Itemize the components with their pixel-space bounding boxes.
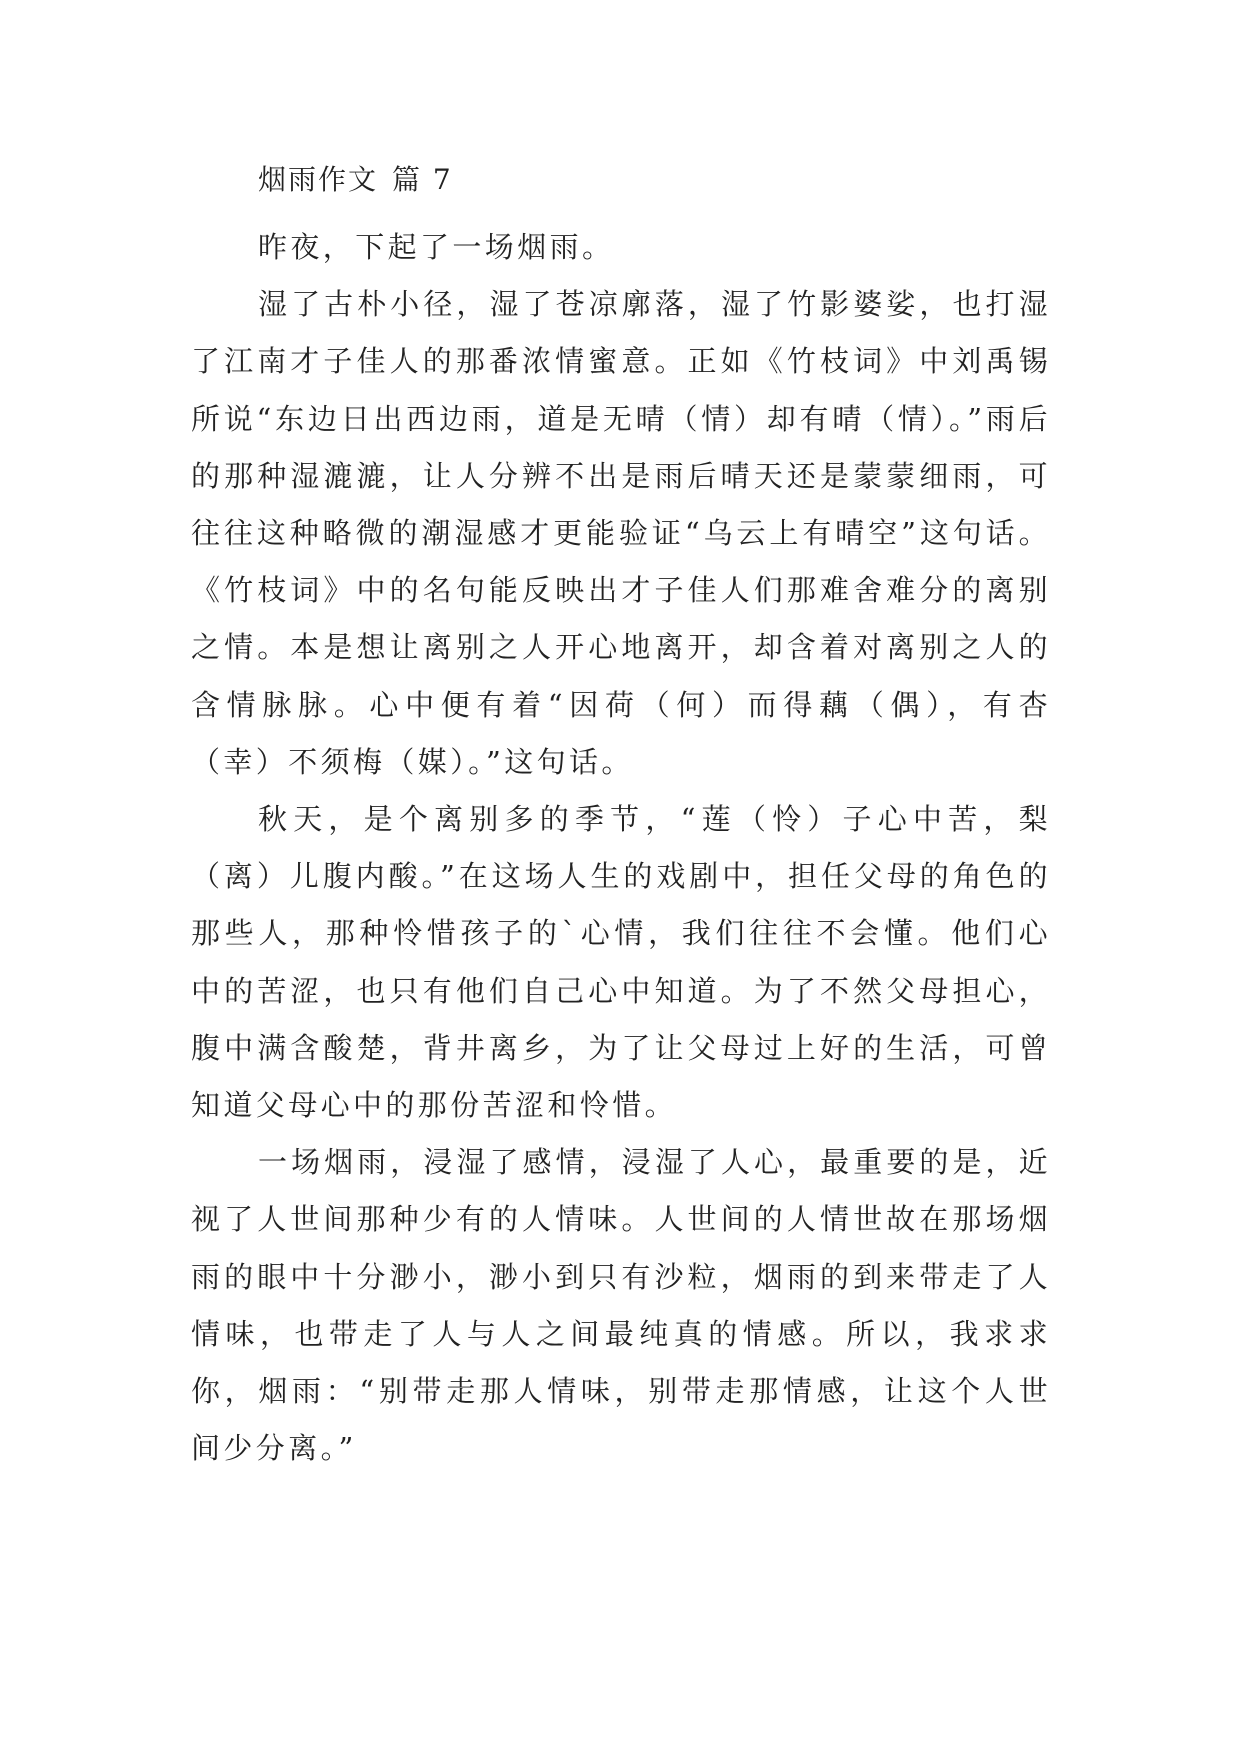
essay-title: 烟雨作文 (258, 163, 379, 196)
essay-heading (191, 162, 1051, 198)
paragraph-2: 湿了古朴小径，湿了苍凉廓落，湿了竹影婆娑，也打湿了江南才子佳人的那番浓情蜜意。正如《竹枝词》中刘禹锡所说“东边日出西边雨，道是无晴（情）却有晴（情）。”雨后的那种湿漉漉，让人分辨不出是雨后晴天还是蒙蒙细雨，可往往这种略微的潮湿感才更能验证“乌云上有晴空”这句话。《竹枝词》中的名句能反映出才子佳人们那难舍难分的离别之情。本是想让离别之人开心地离开，却含着对离别之人的含情脉脉。心中便有着“因荷（何）而得藕（偶），有杏（幸）不须梅（媒）。”这句话。 (191, 287, 1051, 779)
paragraph-1: 昨夜，下起了一场烟雨。 (258, 230, 615, 264)
document-body (191, 162, 1051, 1477)
paragraph-4: 一场烟雨，浸湿了感情，浸湿了人心，最重要的是，近视了人世间那种少有的人情味。人世间的人情世故在那场烟雨的眼中十分渺小，渺小到只有沙粒，烟雨的到来带走了人情味，也带走了人与人之间最纯真的情感。所以，我求求你，烟雨：“别带走那人情味，别带走那情感，让这个人世间少分离。” (191, 1145, 1051, 1466)
paragraph-3: 秋天，是个离别多的季节，“莲（怜）子心中苦，梨（离）儿腹内酸。”在这场人生的戏剧中，担任父母的角色的那些人，那种怜惜孩子的`心情，我们往往不会懂。他们心中的苦涩，也只有他们自己心中知道。为了不然父母担心，腹中满含酸楚，背井离乡，为了让父母过上好的生活，可曾知道父母心中的那份苦涩和怜惜。 (191, 802, 1051, 1123)
essay-part-number: 篇 7 (392, 163, 453, 196)
